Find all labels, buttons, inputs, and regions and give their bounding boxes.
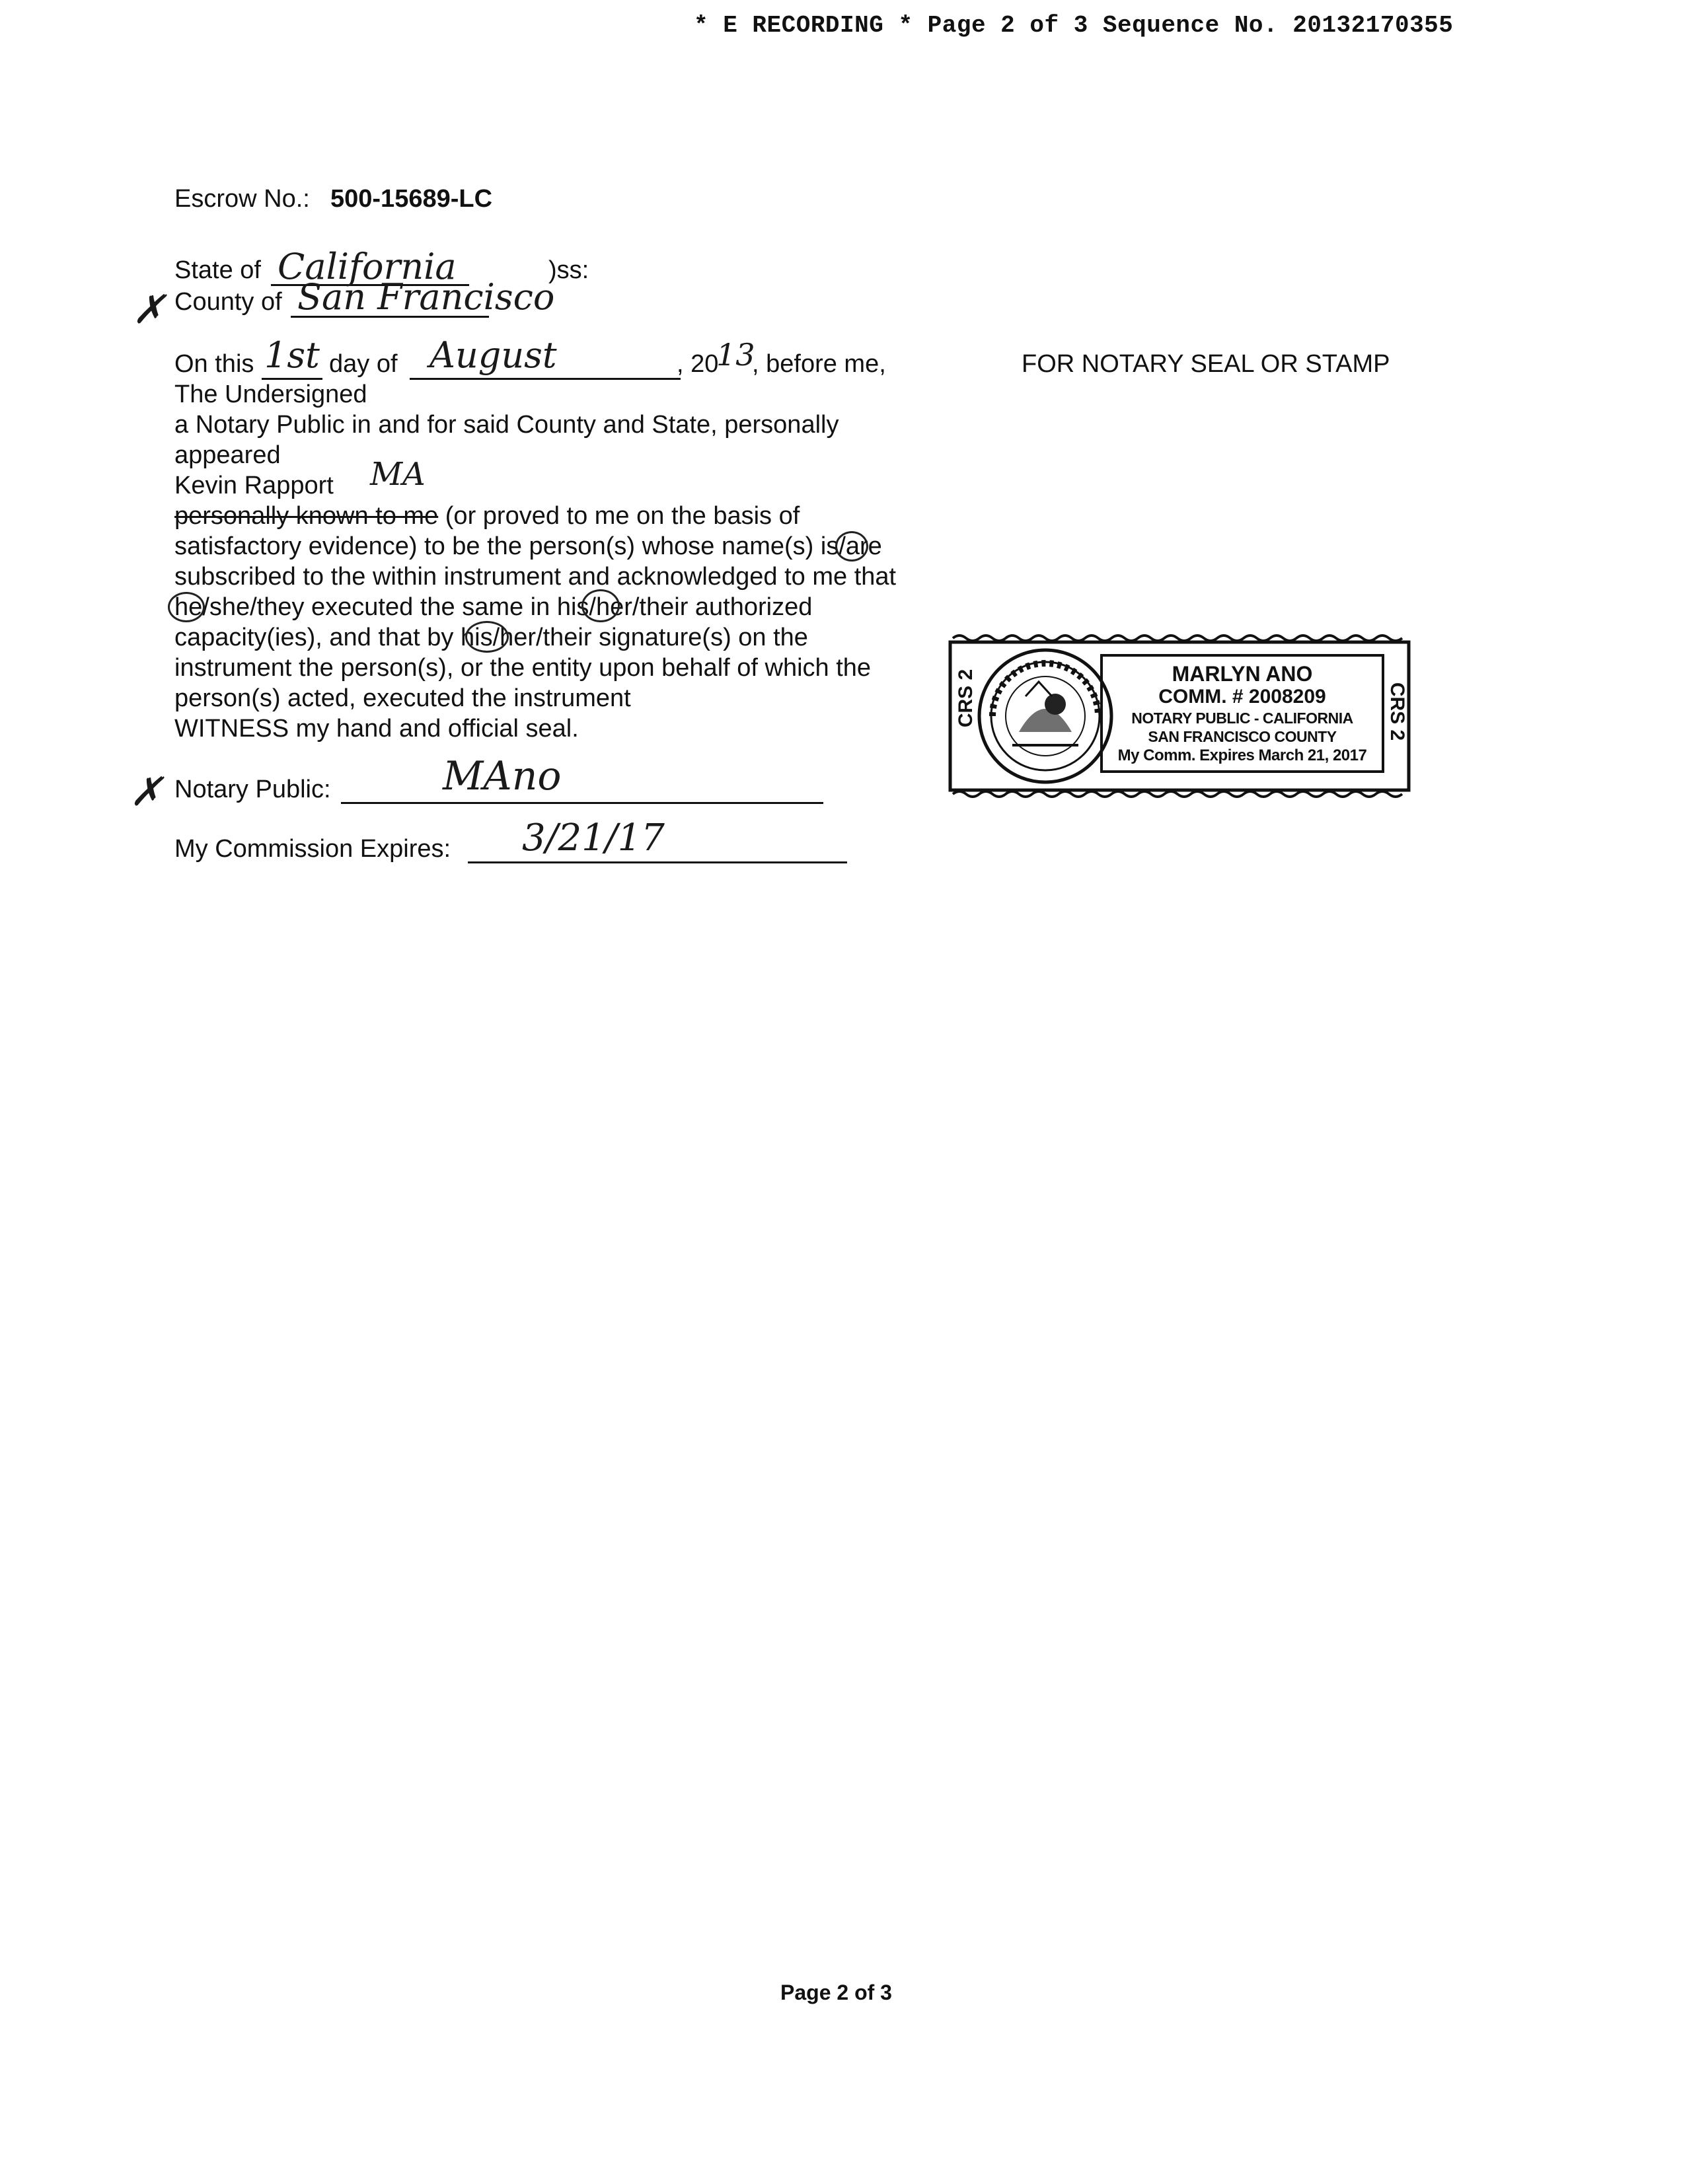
person-initials-handwritten: MA [370,456,426,493]
state-seal-icon [979,650,1111,782]
year-handwritten: 13 [716,337,755,373]
month-underline [410,378,681,380]
x-mark-notary: ✗ [130,769,163,815]
state-handwritten: California [278,246,457,287]
day-handwritten: 1st [264,334,320,376]
day-of-label: day of [329,350,398,378]
notary-public-label: Notary Public: [174,776,331,803]
stamp-title: NOTARY PUBLIC - CALIFORNIA [1131,710,1353,727]
state-label: State of [174,256,261,284]
circle-he [168,592,205,622]
undersigned-line: The Undersigned [174,381,367,408]
stamp-name: MARLYN ANO [1172,662,1313,686]
circle-his-signature [465,621,509,653]
acted-line: person(s) acted, executed the instrument [174,684,631,712]
appeared-line: appeared [174,441,281,469]
witness-line: WITNESS my hand and official seal. [174,715,579,743]
commission-expires-handwritten: 3/21/17 [522,817,665,859]
x-mark-county: ✗ [132,287,166,333]
instrument-line: instrument the person(s), or the entity upon behalf of which the [174,654,872,682]
before-me-label: , before me, [752,350,886,378]
proved-text: (or proved to me on the basis of [438,502,800,530]
circle-is [835,531,868,562]
notary-signature-handwritten: MAno [443,753,562,799]
seal-heading: FOR NOTARY SEAL OR STAMP [1022,350,1390,378]
struck-known-text: personally known to me [174,502,439,530]
executed-line: he/she/they executed the same in his/her/their authorized [174,593,813,621]
recording-header: * E RECORDING * Page 2 of 3 Sequence No. 20132170355 [694,12,1454,39]
crs-label-right: CRS 2 [1386,682,1409,741]
stamp-expires: My Comm. Expires March 21, 2017 [1117,746,1367,764]
escrow-label: Escrow No.: [174,185,310,213]
county-label: County of [174,288,282,316]
escrow-number: 500-15689-LC [330,185,493,213]
stamp-county: SAN FRANCISCO COUNTY [1148,728,1337,745]
stamp-commission: COMM. # 2008209 [1158,686,1326,708]
notary-in-and-for-line: a Notary Public in and for said County and State, personally [174,411,839,439]
ss-label: )ss: [548,256,589,284]
subscribed-line: subscribed to the within instrument and acknowledged to me that [174,563,897,591]
commission-expires-label: My Commission Expires: [174,835,451,863]
person-name: Kevin Rapport [174,472,334,499]
month-handwritten: August [430,334,557,376]
page-number: Page 2 of 3 [780,1981,892,2004]
notary-signature-line [341,802,823,804]
known-line [174,501,800,531]
crs-label-left: CRS 2 [955,669,977,728]
commission-expires-line [468,861,847,863]
capacity-line: capacity(ies), and that by his/her/their signature(s) on the [174,624,808,651]
county-handwritten: San Francisco [297,276,555,318]
circle-his [581,589,620,622]
year-prefix: , 20 [677,350,719,378]
on-this-label: On this [174,350,254,378]
satisfactory-line: satisfactory evidence) to be the person(s) whose name(s) is/are [174,532,882,560]
notary-stamp-box [1100,654,1384,773]
